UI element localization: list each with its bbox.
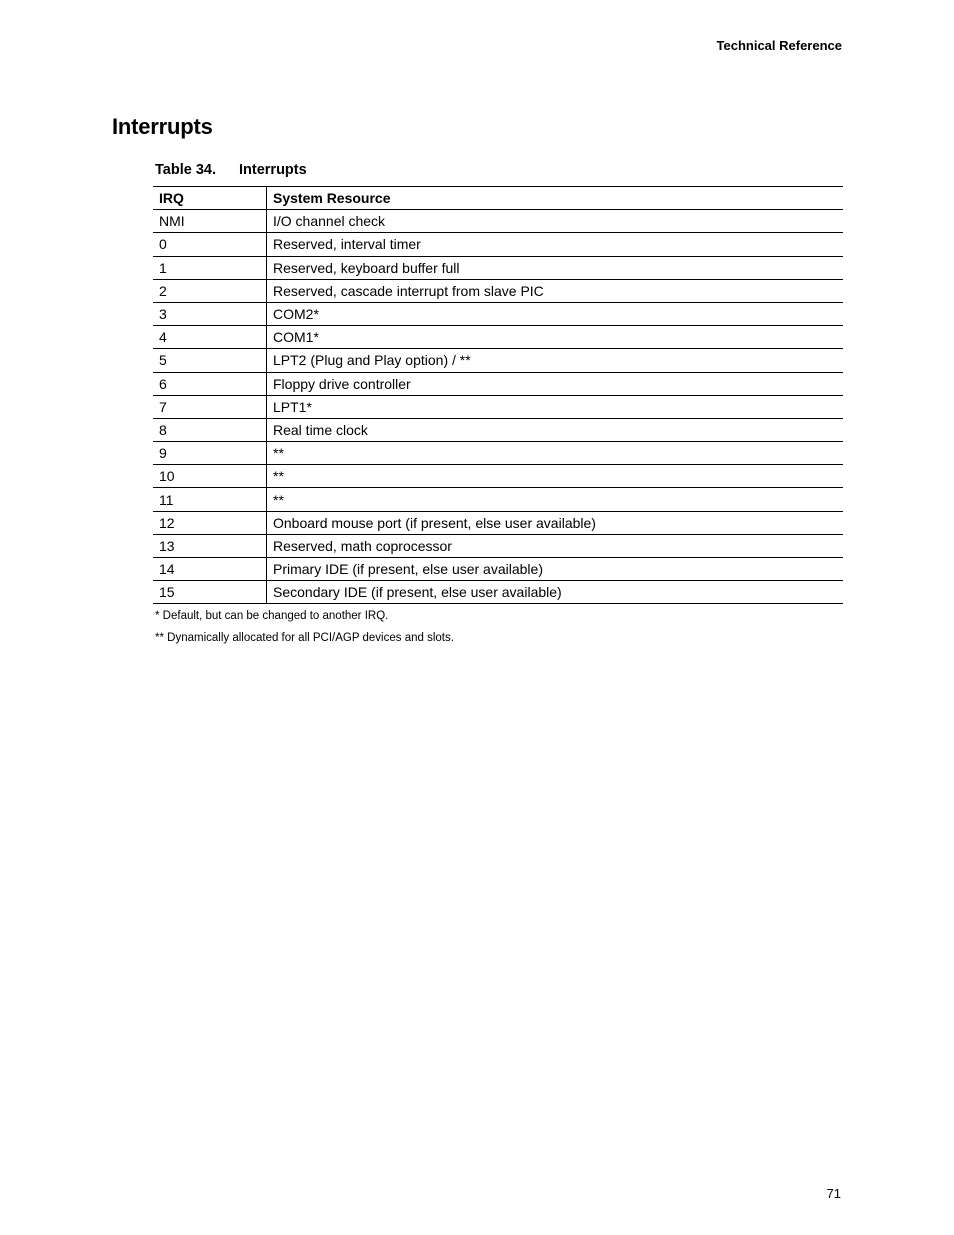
irq-cell: 5 (153, 349, 267, 372)
table-caption-title: Interrupts (239, 162, 307, 178)
table-header-row (153, 187, 843, 210)
page-number: 71 (826, 1186, 841, 1201)
running-header: Technical Reference (716, 38, 842, 53)
system-resource-cell: Real time clock (267, 418, 844, 441)
table-row (153, 395, 843, 418)
system-resource-cell: ** (267, 465, 844, 488)
table-row (153, 418, 843, 441)
irq-cell: 8 (153, 418, 267, 441)
table-row (153, 302, 843, 325)
irq-cell: NMI (153, 210, 267, 233)
system-resource-cell: I/O channel check (267, 210, 844, 233)
table-row (153, 511, 843, 534)
table-row (153, 372, 843, 395)
table-row (153, 349, 843, 372)
column-header-system-resource: System Resource (267, 187, 844, 210)
interrupts-table (153, 186, 843, 604)
irq-cell: 7 (153, 395, 267, 418)
system-resource-cell: Reserved, keyboard buffer full (267, 256, 844, 279)
irq-cell: 14 (153, 558, 267, 581)
table-row (153, 581, 843, 604)
system-resource-cell: ** (267, 442, 844, 465)
irq-cell: 11 (153, 488, 267, 511)
system-resource-cell: COM2* (267, 302, 844, 325)
table-row (153, 279, 843, 302)
table-row (153, 233, 843, 256)
system-resource-cell: Reserved, math coprocessor (267, 534, 844, 557)
system-resource-cell: Floppy drive controller (267, 372, 844, 395)
table-row (153, 488, 843, 511)
table-row (153, 442, 843, 465)
system-resource-cell: LPT2 (Plug and Play option) / ** (267, 349, 844, 372)
section-title: Interrupts (112, 114, 213, 139)
table-row (153, 558, 843, 581)
table-caption (155, 162, 307, 178)
footnote-default-irq: * Default, but can be changed to another IRQ. (155, 610, 389, 622)
irq-cell: 6 (153, 372, 267, 395)
irq-cell: 15 (153, 581, 267, 604)
system-resource-cell: Secondary IDE (if present, else user available) (267, 581, 844, 604)
table-caption-number: Table 34. (155, 162, 216, 178)
irq-cell: 0 (153, 233, 267, 256)
irq-cell: 12 (153, 511, 267, 534)
irq-cell: 1 (153, 256, 267, 279)
table-row (153, 534, 843, 557)
irq-cell: 9 (153, 442, 267, 465)
irq-cell: 13 (153, 534, 267, 557)
table-body (153, 210, 843, 604)
system-resource-cell: Reserved, interval timer (267, 233, 844, 256)
table-row (153, 465, 843, 488)
table-row (153, 256, 843, 279)
irq-cell: 4 (153, 326, 267, 349)
footnote-dynamic-allocation: ** Dynamically allocated for all PCI/AGP devices and slots. (155, 632, 454, 644)
column-header-irq: IRQ (153, 187, 267, 210)
system-resource-cell: LPT1* (267, 395, 844, 418)
system-resource-cell: COM1* (267, 326, 844, 349)
system-resource-cell: Onboard mouse port (if present, else user available) (267, 511, 844, 534)
irq-cell: 2 (153, 279, 267, 302)
system-resource-cell: ** (267, 488, 844, 511)
system-resource-cell: Primary IDE (if present, else user available) (267, 558, 844, 581)
table-row (153, 326, 843, 349)
table-row (153, 210, 843, 233)
irq-cell: 3 (153, 302, 267, 325)
system-resource-cell: Reserved, cascade interrupt from slave PIC (267, 279, 844, 302)
irq-cell: 10 (153, 465, 267, 488)
